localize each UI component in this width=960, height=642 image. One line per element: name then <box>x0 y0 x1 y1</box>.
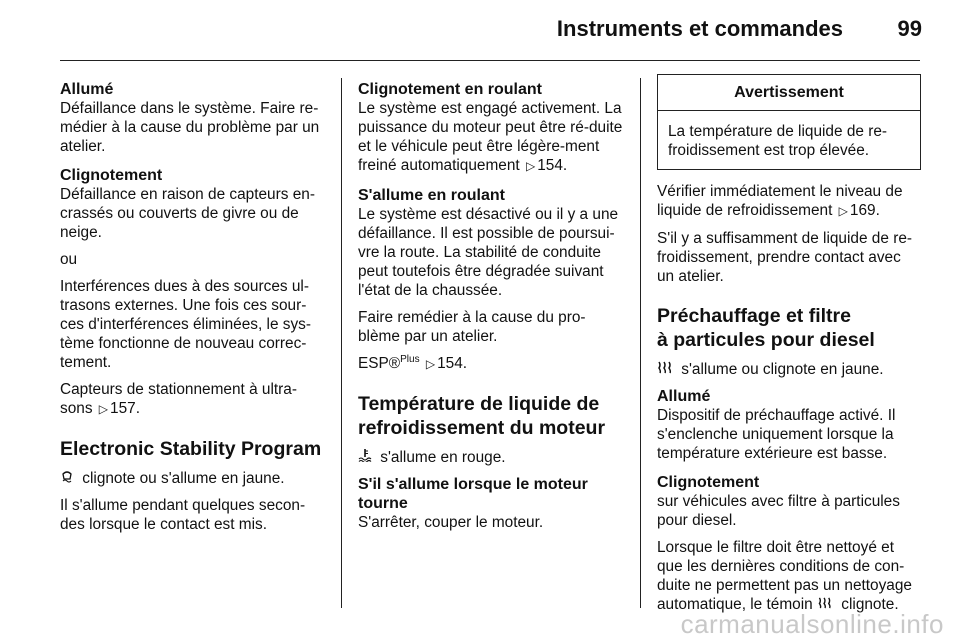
sallume-roulant-text: Le système est désactivé ou il y a une défaillance. Il est possible de poursui-vre la route. La stabilité de conduite peut toutefois être dégradée suivant l'état de la chaussée. <box>358 206 619 299</box>
esp-plus-ref[interactable]: 154. <box>437 355 468 372</box>
reference-arrow-icon: ▷ <box>425 357 436 371</box>
header-title: Instruments et commandes <box>556 16 843 41</box>
clignotement-heading-2: Clignotement <box>657 474 760 491</box>
esp-warning-icon <box>60 470 78 487</box>
page-number: 99 <box>897 16 922 41</box>
esp-plus-sup: Plus <box>400 353 420 365</box>
clignotement-roulant-text: Le système est engagé activement. La puissance du moteur peut être ré-duite et le véhicule peut être légère-ment freiné automatiquement <box>358 100 623 174</box>
header-rule <box>60 60 920 61</box>
glow-plug-icon <box>657 361 677 378</box>
allume-heading-2: Allumé <box>657 388 711 405</box>
warning-box <box>657 74 921 170</box>
clignotement-roulant-ref[interactable]: 154. <box>537 157 568 174</box>
prechauffage-heading <box>657 304 921 352</box>
capteurs-ref[interactable]: 157. <box>110 400 140 417</box>
clignotement-text-2: sur véhicules avec filtre à particules pour diesel. <box>657 493 900 529</box>
watermark: carmanualsonline.info <box>680 609 944 639</box>
temperature-heading-line-1: Température de liquide de <box>358 393 600 415</box>
esp-text: Il s'allume pendant quelques secon-des lorsque le contact est mis. <box>60 497 306 533</box>
verifier-paragraph <box>657 182 921 221</box>
prechauffage-heading-line-1: Préchauffage et filtre <box>657 305 851 327</box>
verifier-text: Vérifier immédiatement le niveau de liquide de refroidissement <box>657 183 903 219</box>
allume-text-2: Dispositif de préchauffage activé. Il s'enclenche uniquement lorsque la température extérieure est basse. <box>657 407 896 462</box>
temperature-icon-text: s'allume en rouge. <box>380 449 506 466</box>
reference-arrow-icon: ▷ <box>525 159 536 173</box>
reference-arrow-icon: ▷ <box>98 402 109 416</box>
temperature-heading-line-2: refroidissement du moteur <box>358 417 606 439</box>
reference-arrow-icon: ▷ <box>838 204 848 218</box>
esp-heading: Electronic Stability Program <box>60 438 322 460</box>
clignotement-roulant-paragraph <box>358 99 623 176</box>
esp-indicator-paragraph <box>60 469 326 488</box>
esp-plus-paragraph <box>358 354 623 374</box>
lorsque-text: Lorsque le filtre doit être nettoyé et que les dernières conditions de con-duite ne permettent pas un nettoyage automatique, le témoin <box>657 539 912 613</box>
allume-heading: Allumé <box>60 81 114 98</box>
prechauffage-indicator-paragraph <box>657 360 921 379</box>
esp-plus-prefix: ESP® <box>358 355 401 372</box>
column-2 <box>358 80 623 540</box>
column-1 <box>60 80 326 542</box>
ou-text: ou <box>60 251 78 268</box>
clignotement-heading: Clignotement <box>60 167 163 184</box>
sallume-roulant-heading: S'allume en roulant <box>358 187 505 204</box>
prechauffage-icon-text: s'allume ou clignote en jaune. <box>681 361 884 378</box>
clignotement-text: Défaillance en raison de capteurs en-crassés ou couverts de givre ou de neige. <box>60 186 315 241</box>
column-divider-2 <box>640 78 641 608</box>
capteurs-paragraph <box>60 380 326 419</box>
prechauffage-heading-line-2: à particules pour diesel <box>657 329 875 351</box>
warning-title: Avertissement <box>658 75 920 111</box>
lorsque-end: clignote. <box>841 596 899 613</box>
sil-allume-text: S'arrêter, couper le moteur. <box>358 514 544 531</box>
column-divider-1 <box>341 78 342 608</box>
sil-allume-heading <box>358 475 623 513</box>
temperature-heading <box>358 392 623 440</box>
sil-allume-heading-line-1: S'il s'allume lorsque le moteur <box>358 476 588 493</box>
allume-text: Défaillance dans le système. Faire re-médier à la cause du problème par un atelier. <box>60 100 320 155</box>
lorsque-paragraph <box>657 538 921 614</box>
remedier-text: Faire remédier à la cause du pro-blème par un atelier. <box>358 309 586 345</box>
warning-text: La température de liquide de re-froidissement est trop élevée. <box>668 123 888 159</box>
capteurs-text: Capteurs de stationnement à ultra-sons <box>60 381 297 417</box>
suffisamment-text: S'il y a suffisamment de liquide de re-froidissement, prendre contact avec un atelier. <box>657 230 913 285</box>
esp-icon-text: clignote ou s'allume en jaune. <box>82 470 285 487</box>
sil-allume-heading-line-2: tourne <box>358 495 408 512</box>
column-3 <box>657 74 921 622</box>
coolant-temperature-icon <box>358 449 376 466</box>
temperature-indicator-paragraph <box>358 448 623 467</box>
page-header <box>0 0 960 60</box>
verifier-ref[interactable]: 169. <box>849 202 880 219</box>
interferences-text: Interférences dues à des sources ul-trasons externes. Une fois ces sour-ces d'interférences éliminées, le sys-tème fonctionne de nouveau correc-tement. <box>60 278 311 371</box>
clignotement-roulant-heading: Clignotement en roulant <box>358 81 542 98</box>
